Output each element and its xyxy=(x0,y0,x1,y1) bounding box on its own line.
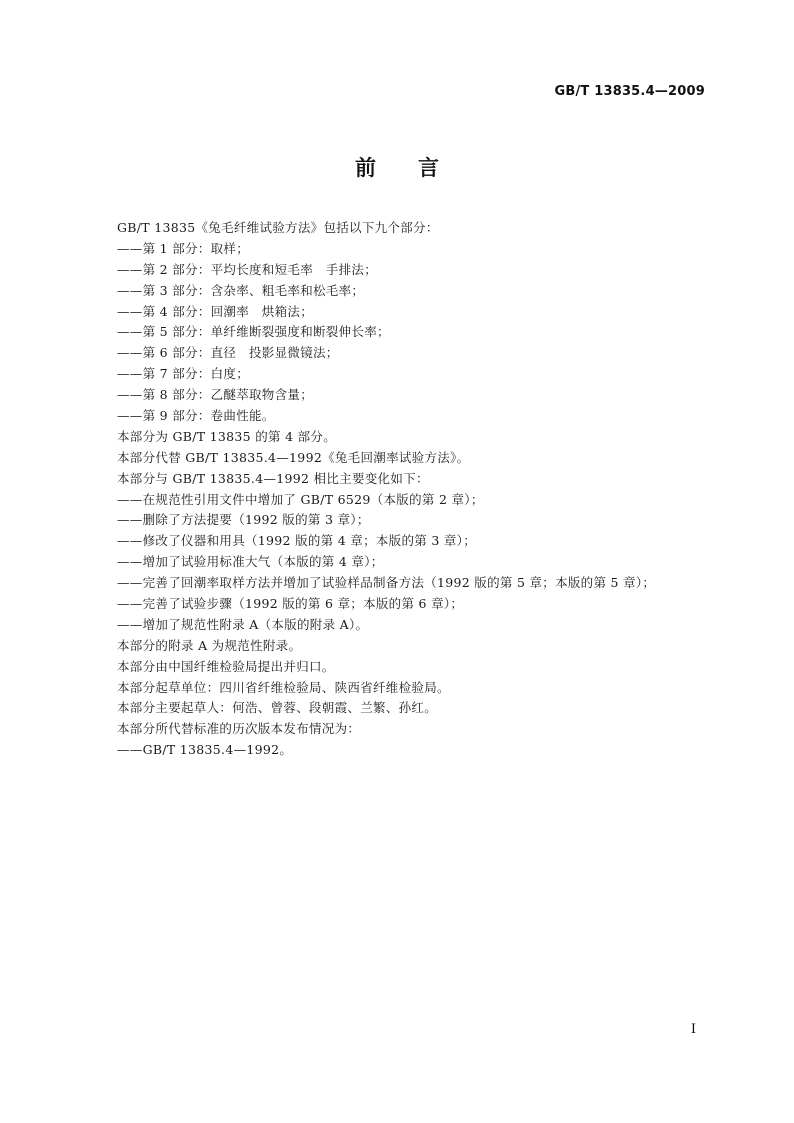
text-line: 本部分与 GB/T 13835.4—1992 相比主要变化如下： xyxy=(117,470,429,486)
text-line: ——第 1 部分：取样； xyxy=(117,240,249,256)
text-line: 本部分为 GB/T 13835 的第 4 部分。 xyxy=(117,428,337,444)
text-line: ——第 2 部分：平均长度和短毛率 手排法； xyxy=(117,261,378,277)
text-line: ——第 7 部分：白度； xyxy=(117,366,249,382)
text-line: 本部分所代替标准的历次版本发布情况为： xyxy=(117,721,361,737)
text-line: ——完善了回潮率取样方法并增加了试验样品制备方法（1992 版的第 5 章；本版的第 5 章）； xyxy=(117,575,656,591)
text-line: ——第 6 部分：直径 投影显微镜法； xyxy=(117,345,339,361)
text-line: ——增加了规范性附录 A（本版的附录 A）。 xyxy=(117,616,369,632)
text-line: 本部分代替 GB/T 13835.4—1992《兔毛回潮率试验方法》。 xyxy=(117,449,470,465)
text-line: ——增加了试验用标准大气（本版的第 4 章）； xyxy=(117,554,384,570)
text-line: ——第 8 部分：乙醚萃取物含量； xyxy=(117,387,313,403)
text-line: ——删除了方法提要（1992 版的第 3 章）； xyxy=(117,512,370,528)
text-line: ——第 9 部分：卷曲性能。 xyxy=(117,408,275,424)
text-line: ——GB/T 13835.4—1992。 xyxy=(117,742,293,758)
text-line: 本部分由中国纤维检验局提出并归口。 xyxy=(117,658,335,674)
page-number: I xyxy=(690,1022,696,1037)
text-line: ——第 4 部分：回潮率 烘箱法； xyxy=(117,303,313,319)
text-line: ——完善了试验步骤（1992 版的第 6 章；本版的第 6 章）； xyxy=(117,596,464,612)
text-line: 本部分主要起草人：何浩、曾蓉、段朝霞、兰繁、孙红。 xyxy=(117,700,438,716)
text-line: ——修改了仪器和用具（1992 版的第 4 章；本版的第 3 章）； xyxy=(117,533,477,549)
page-title: 前言 xyxy=(355,156,481,180)
text-line: 本部分的附录 A 为规范性附录。 xyxy=(117,637,302,653)
text-line: GB/T 13835《兔毛纤维试验方法》包括以下九个部分： xyxy=(117,220,439,235)
text-line: 本部分起草单位：四川省纤维检验局、陕西省纤维检验局。 xyxy=(117,679,450,695)
foreword-body xyxy=(117,218,717,761)
text-line: ——第 3 部分：含杂率、粗毛率和松毛率； xyxy=(117,282,365,298)
text-line: ——第 5 部分：单纤维断裂强度和断裂伸长率； xyxy=(117,324,390,340)
text-line: ——在规范性引用文件中增加了 GB/T 6529（本版的第 2 章）； xyxy=(117,491,484,507)
standard-code: GB/T 13835.4—2009 xyxy=(554,84,705,99)
